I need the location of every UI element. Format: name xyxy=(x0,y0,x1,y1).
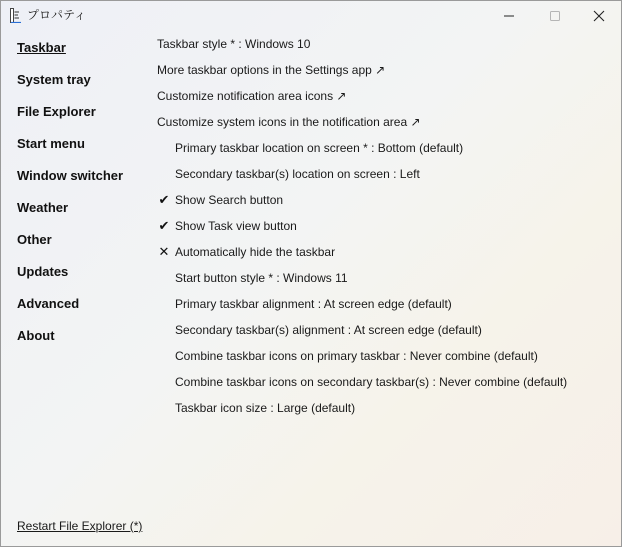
icon-size-setting[interactable]: Taskbar icon size : Large (default) xyxy=(175,401,356,415)
system-icons-link[interactable]: Customize system icons in the notification area ↗ xyxy=(157,115,421,129)
maximize-icon xyxy=(549,10,561,22)
show-task-view-check-icon: ✔ xyxy=(158,218,170,233)
sidebar-item-taskbar[interactable]: Taskbar xyxy=(17,40,66,55)
sidebar-item-weather[interactable]: Weather xyxy=(17,200,69,215)
title-bar[interactable] xyxy=(1,1,621,31)
more-options-link[interactable]: More taskbar options in the Settings app ↗ xyxy=(157,63,386,77)
sidebar-item-other[interactable]: Other xyxy=(17,232,52,247)
sidebar-item-advanced[interactable]: Advanced xyxy=(17,296,80,311)
auto-hide-toggle[interactable]: Automatically hide the taskbar xyxy=(175,245,336,259)
app-document-icon xyxy=(10,8,22,23)
sidebar-item-about[interactable]: About xyxy=(17,328,55,343)
minimize-button[interactable] xyxy=(486,1,532,31)
combine-secondary-setting[interactable]: Combine taskbar icons on secondary taskbar(s) : Never combine (default) xyxy=(175,375,568,389)
restart-explorer-link[interactable]: Restart File Explorer (*) xyxy=(17,519,143,533)
maximize-button[interactable] xyxy=(532,1,578,31)
sidebar-item-window-switcher[interactable]: Window switcher xyxy=(17,168,124,183)
start-button-style-setting[interactable]: Start button style * : Windows 11 xyxy=(175,271,348,285)
combine-primary-setting[interactable]: Combine taskbar icons on primary taskbar : Never combine (default) xyxy=(175,349,538,363)
minimize-icon xyxy=(503,10,515,22)
taskbar-style-setting[interactable]: Taskbar style * : Windows 10 xyxy=(157,37,311,51)
secondary-location-setting[interactable]: Secondary taskbar(s) location on screen : Left xyxy=(175,167,420,181)
show-search-toggle[interactable]: Show Search button xyxy=(175,193,284,207)
sidebar-item-file-explorer[interactable]: File Explorer xyxy=(17,104,96,119)
secondary-alignment-setting[interactable]: Secondary taskbar(s) alignment : At screen edge (default) xyxy=(175,323,482,337)
window-title: プロパティ xyxy=(27,8,87,22)
show-task-view-toggle[interactable]: Show Task view button xyxy=(175,219,297,233)
primary-location-setting[interactable]: Primary taskbar location on screen * : Bottom (default) xyxy=(175,141,464,155)
show-search-check-icon: ✔ xyxy=(158,192,170,207)
primary-alignment-setting[interactable]: Primary taskbar alignment : At screen edge (default) xyxy=(175,297,452,311)
close-icon xyxy=(593,10,605,22)
notification-icons-link[interactable]: Customize notification area icons ↗ xyxy=(157,89,347,103)
sidebar-item-start-menu[interactable]: Start menu xyxy=(17,136,85,151)
sidebar-item-system-tray[interactable]: System tray xyxy=(17,72,91,87)
auto-hide-cross-icon: ✕ xyxy=(158,244,170,259)
close-button[interactable] xyxy=(576,1,622,31)
sidebar-item-updates[interactable]: Updates xyxy=(17,264,69,279)
